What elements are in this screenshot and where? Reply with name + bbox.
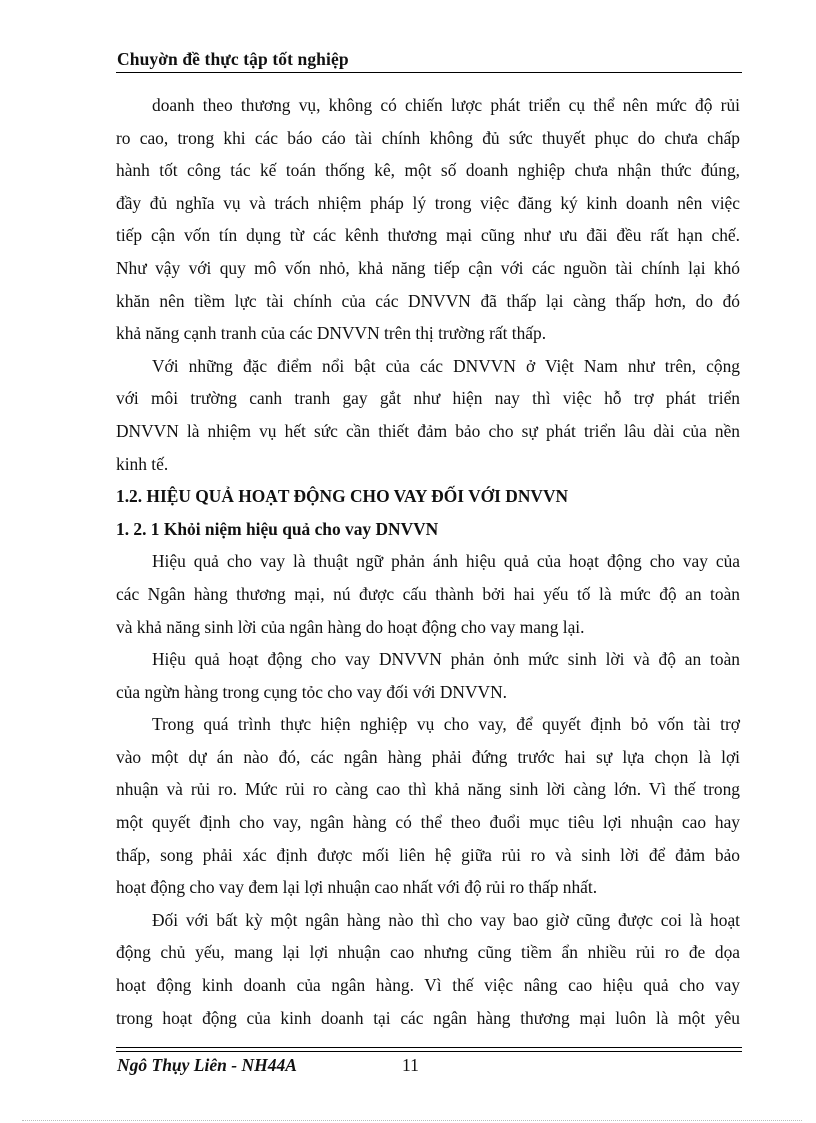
text-line: Đối với bất kỳ một ngân hàng nào thì cho vay bao giờ cũng được coi là hoạt [152,909,740,930]
header-divider [116,72,742,73]
text-line: Hiệu quả cho vay là thuật ngữ phản ánh hiệu quả của hoạt động cho vay của [152,551,740,572]
text-line: đầy đủ nghĩa vụ và trách nhiệm pháp lý trong việc đăng ký kinh doanh nên việc [116,192,740,213]
text-line: trong hoạt động của kinh doanh tại các ngân hàng thương mại luôn là một yêu [116,1007,740,1028]
text-line: và khả năng sinh lời của ngân hàng do hoạt động cho vay mang lại. [116,616,585,637]
text-line: với môi trường canh tranh gay gắt như hiện nay thì việc hỗ trợ phát triển [116,388,740,409]
text-line: doanh theo thương vụ, không có chiến lược phát triển cụ thể nên mức độ rủi [152,95,740,115]
section-heading: 1.2. HIỆU QUẢ HOẠT ĐỘNG CHO VAY ĐỐI VỚI DNVVN [116,486,569,507]
paragraph-1 [116,89,740,350]
text-line: thấp, song phải xác định được mối liên hệ giữa rủi ro và sinh lời để đảm bảo [116,844,740,865]
text-line: Trong quá trình thực hiện nghiệp vụ cho vay, để quyết định bỏ vốn tài trợ [152,714,740,735]
paragraph-6 [116,904,740,1034]
subsection-heading: 1. 2. 1 Khỏi niệm hiệu quả cho vay DNVVN [116,518,439,539]
text-line: khăn nên tiềm lực tài chính của các DNVVN đã thấp lại càng thấp hơn, do đó [116,290,740,311]
text-line: vào một dự án nào đó, các ngân hàng phải đứng trước hai sự lựa chọn là lợi [116,746,740,767]
document-body [116,89,740,1034]
text-line: động chủ yếu, mang lại lợi nhuận cao nhưng cũng tiềm ẩn nhiều rủi ro đe dọa [116,942,740,963]
text-line: nhuận và rủi ro. Mức rủi ro càng cao thì khả năng sinh lời càng lớn. Vì thế trong [116,779,740,800]
text-line: một quyết định cho vay, ngân hàng có thể theo đuổi mục tiêu lợi nhuận cao hay [116,812,740,833]
page-number: 11 [402,1055,419,1075]
footer-author: Ngô Thụy Liên - NH44A [117,1055,297,1075]
text-line: kinh tế. [116,453,169,474]
text-line: của ngừn hàng trong cụng tỏc cho vay đối với DNVVN. [116,681,507,702]
text-line: hoạt động kinh doanh của ngân hàng. Vì thế việc nâng cao hiệu quả cho vay [116,975,740,996]
paragraph-4 [116,643,740,708]
page-bottom-dotted-edge [22,1120,802,1121]
paragraph-5 [116,708,740,904]
text-line: hành tốt công tác kế toán thống kê, một số doanh nghiệp chưa nhận thức đúng, [116,160,740,181]
footer-divider-double [116,1051,742,1052]
text-line: các Ngân hàng thương mại, nú được cấu thành bởi hai yếu tố là mức độ an toàn [116,583,740,604]
text-line: ro cao, trong khi các báo cáo tài chính không đủ sức thuyết phục do chưa chấp [116,127,740,148]
text-line: DNVVN là nhiệm vụ hết sức cần thiết đảm bảo cho sự phát triển lâu dài của nền [116,420,740,441]
footer-divider [116,1047,742,1048]
text-line: Với những đặc điểm nổi bật của các DNVVN ở Việt Nam như trên, cộng [152,355,740,376]
paragraph-2 [116,350,740,480]
text-line: khả năng cạnh tranh của các DNVVN trên thị trường rất thấp. [116,323,547,344]
page-header-title: Chuyờn đề thực tập tốt nghiệp [117,49,349,69]
text-line: Hiệu quả hoạt động cho vay DNVVN phản ỏnh mức sinh lời và độ an toàn [152,649,740,670]
text-line: hoạt động cho vay đem lại lợi nhuận cao nhất với độ rủi ro thấp nhất. [116,877,598,898]
text-line: Như vậy với quy mô vốn nhỏ, khả năng tiếp cận với các nguồn tài chính lại khó [116,257,740,278]
paragraph-3 [116,545,740,643]
text-line: tiếp cận vốn tín dụng từ các kênh thương mại cũng như ưu đãi đều rất hạn chế. [116,225,740,246]
